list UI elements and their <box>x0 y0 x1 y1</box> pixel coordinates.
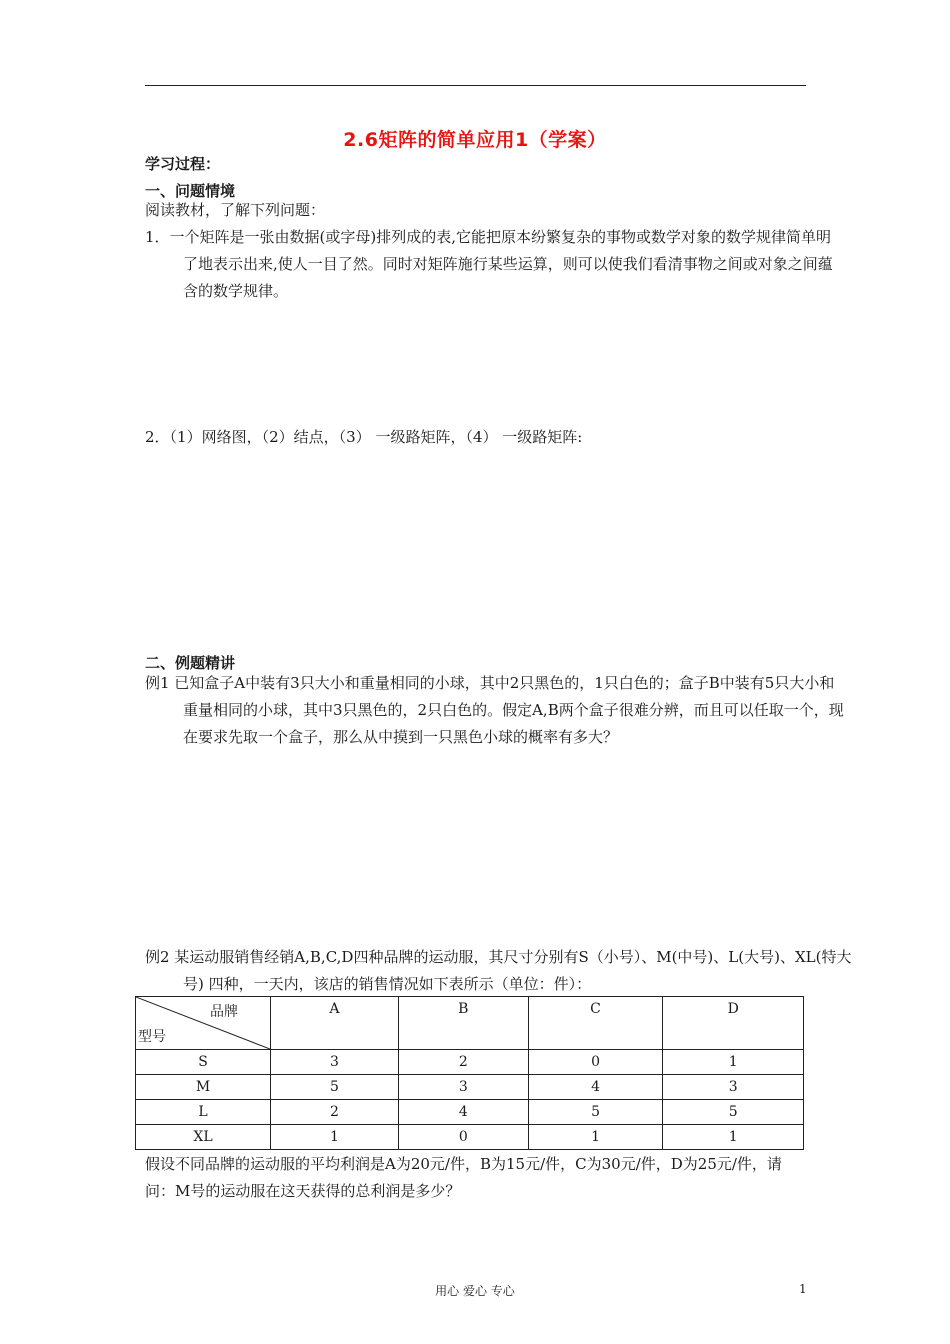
table-cell: 0 <box>398 1125 528 1150</box>
table-cell: 5 <box>528 1100 663 1125</box>
example2-text: 例2 某运动服销售经销A,B,C,D四种品牌的运动服，其尺寸分别有S（小号）、M(中号)、L(大号)、XL(特大号) 四种，一天内，该店的销售情况如下表所示（单位：件）： <box>145 948 852 993</box>
row-header: M <box>136 1075 271 1100</box>
table-row <box>136 1125 804 1150</box>
column-header: B <box>398 997 528 1050</box>
table-cell: 1 <box>663 1050 804 1075</box>
row-header: L <box>136 1100 271 1125</box>
table-header-row <box>136 997 804 1050</box>
table-cell: 5 <box>271 1075 399 1100</box>
page-title: 2.6矩阵的简单应用1（学案） <box>343 129 607 151</box>
column-header: C <box>528 997 663 1050</box>
table-row <box>136 1075 804 1100</box>
table-cell: 2 <box>271 1100 399 1125</box>
header-rule <box>145 85 806 86</box>
section1-heading: 一、问题情境 <box>145 182 236 200</box>
corner-label-size: 型号 <box>138 1029 166 1045</box>
footer-center: 用心 爱心 专心 <box>435 1284 515 1298</box>
table-cell: 3 <box>398 1075 528 1100</box>
row-header: S <box>136 1050 271 1075</box>
table-corner-cell <box>136 997 271 1050</box>
section1-item2: 2．（1）网络图，（2）结点，（3） 一级路矩阵，（4） 一级路矩阵: <box>145 428 583 446</box>
row-header: XL <box>136 1125 271 1150</box>
section1-intro: 阅读教材，了解下列问题： <box>145 201 326 219</box>
table-cell: 4 <box>398 1100 528 1125</box>
example1-text: 例1 已知盒子A中装有3只大小和重量相同的小球，其中2只黑色的，1只白色的；盒子B中装有5只大小和重量相同的小球，其中3只黑色的，2只白色的。假定A,B两个盒子很难分辨，而且可以任取一个，现在要求先取一个盒子，那么从中摸到一只黑色小球的概率有多大？ <box>145 674 844 746</box>
example2-question: 假设不同品牌的运动服的平均利润是A为20元/件，B为15元/件，C为30元/件，D为25元/件，请问：M号的运动服在这天获得的总利润是多少？ <box>145 1155 782 1200</box>
table-cell: 0 <box>528 1050 663 1075</box>
sales-table <box>135 996 804 1150</box>
table-cell: 3 <box>663 1075 804 1100</box>
table-cell: 1 <box>528 1125 663 1150</box>
process-heading: 学习过程： <box>145 155 221 173</box>
corner-label-brand: 品牌 <box>210 1004 238 1020</box>
column-header: D <box>663 997 804 1050</box>
section1-item1: 1．一个矩阵是一张由数据(或字母)排列成的表,它能把原本纷繁复杂的事物或数学对象的数学规律简单明了地表示出来,使人一目了然。同时对矩阵施行某些运算，则可以使我们看清事物之间或对象之间蕴含的数学规律。 <box>145 228 833 300</box>
table-row <box>136 1050 804 1075</box>
table-cell: 2 <box>398 1050 528 1075</box>
section2-heading: 二、例题精讲 <box>145 654 236 672</box>
page-number: 1 <box>799 1282 807 1296</box>
column-header: A <box>271 997 399 1050</box>
table-cell: 3 <box>271 1050 399 1075</box>
table-row <box>136 1100 804 1125</box>
table-cell: 1 <box>271 1125 399 1150</box>
table-cell: 5 <box>663 1100 804 1125</box>
table-cell: 1 <box>663 1125 804 1150</box>
table-cell: 4 <box>528 1075 663 1100</box>
